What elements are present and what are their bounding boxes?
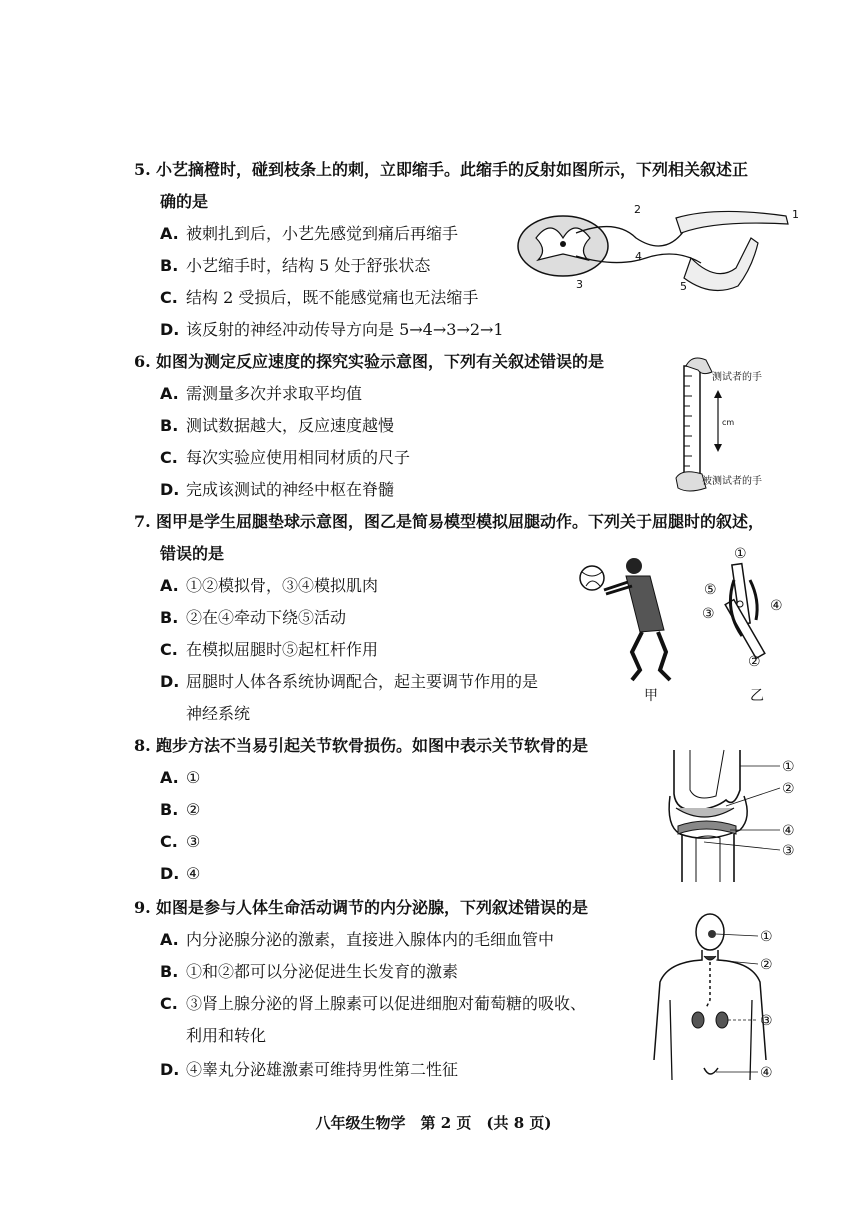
reflex-label-2: 2 [634, 203, 641, 216]
gland-label-3: ③ [760, 1013, 773, 1029]
question-8-option-b: B. ② [160, 800, 201, 819]
model-label-2: ② [748, 654, 761, 670]
question-8-option-c: C. ③ [160, 832, 201, 851]
question-7-stem-cont: 错误的是 [160, 544, 225, 563]
gland-label-4: ④ [760, 1065, 773, 1081]
question-8-option-a: A. ① [160, 768, 201, 787]
subject-hand-label: 被测试者的手 [702, 476, 762, 487]
question-5-option-b: B. 小艺缩手时，结构 5 处于舒张状态 [160, 256, 431, 275]
tester-hand-label: 测试者的手 [712, 372, 762, 383]
volleyball-icon [580, 566, 604, 590]
model-label-4: ④ [770, 598, 783, 614]
page-footer: 八年级生物学 第 2 页 (共 8 页) [315, 1114, 552, 1132]
reflex-label-1: 1 [792, 208, 799, 221]
question-5-stem-cont: 确的是 [160, 192, 209, 211]
question-9-option-b: B. ①和②都可以分泌促进生长发育的激素 [160, 962, 459, 981]
question-7-option-d-cont: 神经系统 [186, 704, 251, 723]
gland-label-1: ① [760, 929, 773, 945]
question-6-option-b: B. 测试数据越大，反应速度越慢 [160, 416, 395, 435]
reflex-label-4: 4 [635, 250, 642, 263]
question-9-option-d: D. ④睾丸分泌雄激素可维持男性第二性征 [160, 1060, 459, 1079]
question-7-stem: 7. 图甲是学生屈腿垫球示意图，图乙是简易模型模拟屈腿动作。下列关于屈腿时的叙述， [134, 512, 765, 531]
model-label-1: ① [734, 546, 747, 562]
figure-jia-label: 甲 [644, 688, 658, 704]
question-6-option-a: A. 需测量多次并求取平均值 [160, 384, 363, 403]
question-6-option-d: D. 完成该测试的神经中枢在脊髓 [160, 480, 395, 499]
reflex-label-5: 5 [680, 280, 687, 293]
reflex-label-3: 3 [576, 278, 583, 291]
joint-label-2: ② [782, 781, 795, 797]
joint-label-3: ③ [782, 843, 795, 859]
leg-bend-figure [574, 540, 804, 710]
question-9-option-c: C. ③肾上腺分泌的肾上腺素可以促进细胞对葡萄糖的吸收、 [160, 994, 587, 1013]
question-9-option-a: A. 内分泌腺分泌的激素，直接进入腺体内的毛细血管中 [160, 930, 555, 949]
question-9-option-c-cont: 利用和转化 [186, 1026, 267, 1045]
question-9-stem: 9. 如图是参与人体生命活动调节的内分泌腺，下列叙述错误的是 [134, 898, 589, 917]
gland-label-2: ② [760, 957, 773, 973]
model-label-3: ③ [702, 606, 715, 622]
question-5-stem: 5. 小艺摘橙时，碰到枝条上的刺，立即缩手。此缩手的反射如图所示，下列相关叙述正 [134, 160, 749, 179]
figure-yi-label: 乙 [750, 688, 764, 704]
question-5-option-d: D. 该反射的神经冲动传导方向是 5→4→3→2→1 [160, 320, 504, 339]
question-6-option-c: C. 每次实验应使用相同材质的尺子 [160, 448, 411, 467]
question-8-option-d: D. ④ [160, 864, 201, 883]
endocrine-figure [648, 910, 788, 1100]
question-5-option-a: A. 被刺扎到后，小艺先感觉到痛后再缩手 [160, 224, 459, 243]
question-5-option-c: C. 结构 2 受损后，既不能感觉痛也无法缩手 [160, 288, 479, 307]
ruler-test-figure [672, 350, 792, 500]
reflex-arc-figure [516, 198, 806, 308]
question-7-option-b: B. ②在④牵动下绕⑤活动 [160, 608, 347, 627]
question-7-option-c: C. 在模拟屈腿时⑤起杠杆作用 [160, 640, 379, 659]
knee-joint-figure [660, 746, 800, 886]
joint-label-4: ④ [782, 823, 795, 839]
question-7-option-d: D. 屈腿时人体各系统协调配合，起主要调节作用的是 [160, 672, 539, 691]
ruler-unit-label: cm [722, 418, 735, 427]
question-8-stem: 8. 跑步方法不当易引起关节软骨损伤。如图中表示关节软骨的是 [134, 736, 589, 755]
question-6-stem: 6. 如图为测定反应速度的探究实验示意图，下列有关叙述错误的是 [134, 352, 605, 371]
joint-label-1: ① [782, 759, 795, 775]
question-7-option-a: A. ①②模拟骨，③④模拟肌肉 [160, 576, 379, 595]
model-label-5: ⑤ [704, 582, 717, 598]
